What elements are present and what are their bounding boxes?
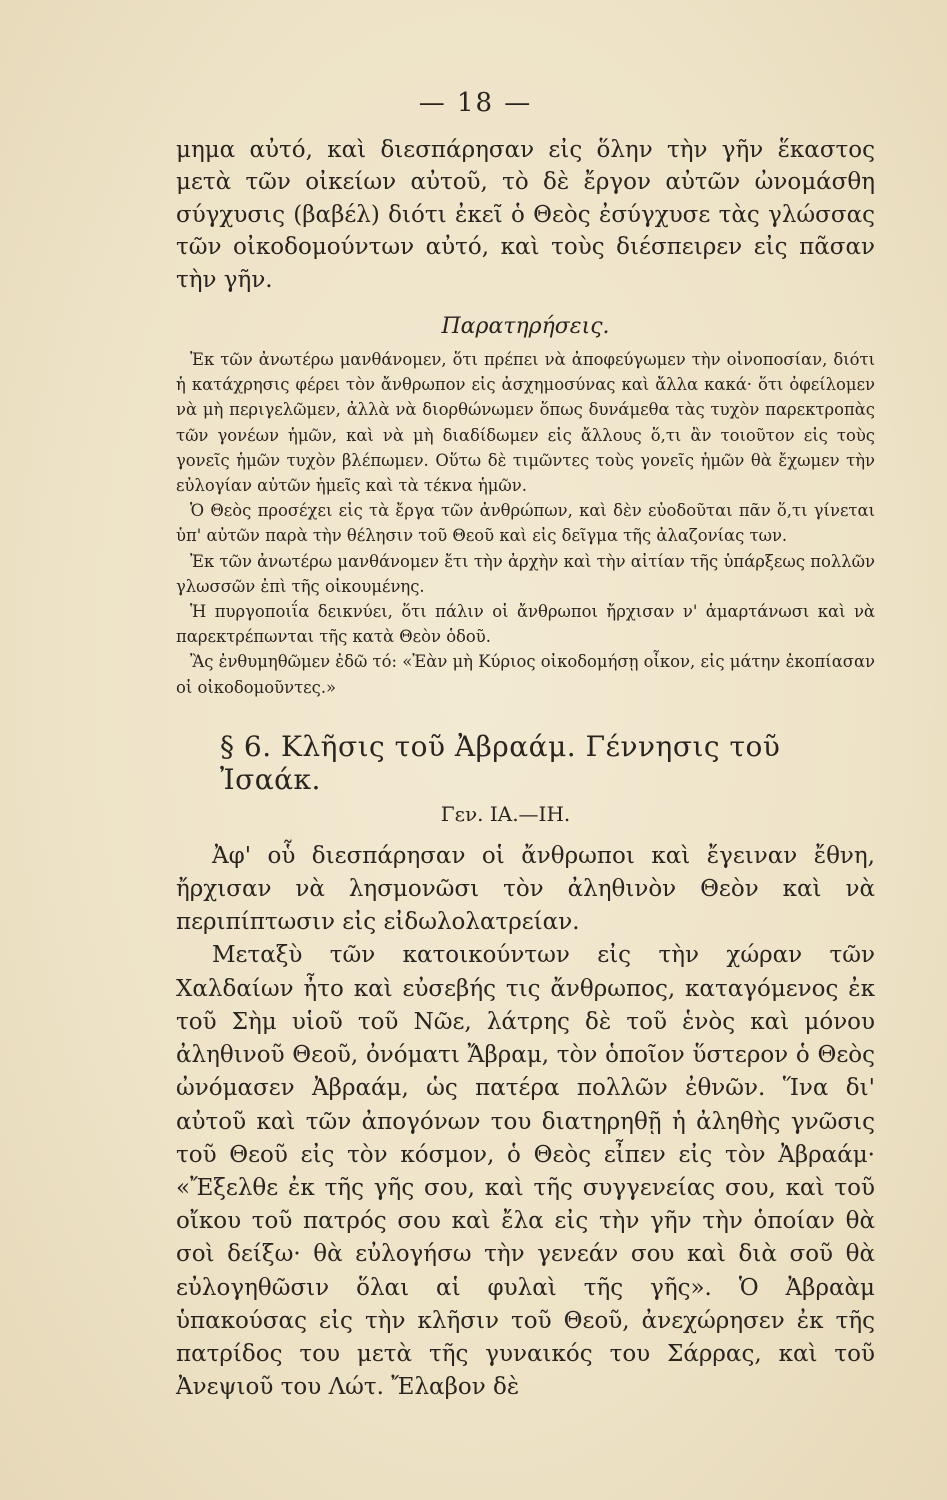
- section-text: [176, 840, 875, 1404]
- opening-paragraph: μημα αὐτό, καὶ διεσπάρησαν εἰς ὅλην τὴν γῆν ἕκαστος μετὰ τῶν οἰκείων αὐτοῦ, τὸ δὲ ἔργον αὐτῶν ὠνομάσθη σύγχυσις (βαβέλ) διότι ἐκεῖ ὁ Θεὸς ἐσύγχυσε τὰς γλώσσας τῶν οἰκοδομούντων αὐτό, καὶ τοὺς διέσπειρεν εἰς πᾶσαν τὴν γῆν.: [176, 137, 875, 293]
- remark-paragraph: Ὁ Θεὸς προσέχει εἰς τὰ ἔργα τῶν ἀνθρώπων, καὶ δὲν εὐοδοῦται πᾶν ὅ,τι γίνεται ὑπ' αὐτῶν παρὰ τὴν θέλησιν τοῦ Θεοῦ καὶ εἰς δεῖγμα τῆς ἀλαζονίας των.: [176, 501, 875, 546]
- remark-paragraph: Ἐκ τῶν ἀνωτέρω μανθάνομεν ἔτι τὴν ἀρχὴν καὶ τὴν αἰτίαν τῆς ὑπάρξεως πολλῶν γλωσσῶν ἐπὶ τῆς οἰκουμένης.: [176, 551, 875, 596]
- section-paragraph: Ἀφ' οὗ διεσπάρησαν οἱ ἄνθρωποι καὶ ἔγειναν ἔθνη, ἤρχισαν νὰ λησμονῶσι τὸν ἀληθινὸν Θεὸν καὶ νὰ περιπίπτωσιν εἰς εἰδωλολατρείαν.: [176, 842, 875, 936]
- remark-paragraph: Ἡ πυργοποιΐα δεικνύει, ὅτι πάλιν οἱ ἄνθρωποι ἤρχισαν ν' ἁμαρτάνωσι καὶ νὰ παρεκτρέπωνται τῆς κατὰ Θεὸν ὁδοῦ.: [176, 602, 875, 647]
- section-reference: Γεν. ΙΑ.—ΙΗ.: [440, 801, 571, 826]
- remark-paragraph: Ἐκ τῶν ἀνωτέρω μανθάνομεν, ὅτι πρέπει νὰ ἀποφεύγωμεν τὴν οἰνοποσίαν, διότι ἡ κατάχρησις φέρει τὸν ἄνθρωπον εἰς ἀσχημοσύνας καὶ ἄλλα κακά· ὅτι ὀφείλομεν νὰ μὴ περιγελῶμεν, ἀλλὰ νὰ διορθώνωμεν ὅπως δυνάμεθα τὰς τυχὸν παρεκτροπὰς τῶν γονέων ἡμῶν, καὶ νὰ μὴ διαδίδωμεν εἰς ἄλλους ὅ,τι ἂν τοιοῦτον εἰς τοὺς γονεῖς ἡμῶν τυχὸν βλέπωμεν. Οὕτω δὲ τιμῶντες τοὺς γονεῖς ἡμῶν θὰ ἔχωμεν τὴν εὐλογίαν αὐτῶν ἡμεῖς καὶ τὰ τέκνα ἡμῶν.: [176, 350, 875, 496]
- opening-text: [176, 134, 875, 296]
- section-heading: § 6. Κλῆσις τοῦ Ἀβραάμ. Γέννησις τοῦ Ἰσαάκ.: [220, 729, 781, 796]
- remarks-title: Παρατηρήσεις.: [441, 314, 610, 340]
- remarks-block: [176, 347, 875, 700]
- page-number: — 18 —: [418, 88, 533, 118]
- section-paragraph: Μεταξὺ τῶν κατοικούντων εἰς τὴν χώραν τῶν Χαλδαίων ἦτο καὶ εὐσεβής τις ἄνθρωπος, καταγόμενος ἐκ τοῦ Σὴμ υἱοῦ τοῦ Νῶε, λάτρης δὲ τοῦ ἑνὸς καὶ μόνου ἀληθινοῦ Θεοῦ, ὀνόματι Ἄβραμ, τὸν ὁποῖον ὕστερον ὁ Θεὸς ὠνόμασεν Ἀβραάμ, ὡς πατέρα πολλῶν ἐθνῶν. Ἵνα δι' αὐτοῦ καὶ τῶν ἀπογόνων του διατηρηθῇ ἡ ἀληθὴς γνῶσις τοῦ Θεοῦ εἰς τὸν κόσμον, ὁ Θεὸς εἶπεν εἰς τὸν Ἀβραάμ· «Ἔξελθε ἐκ τῆς γῆς σου, καὶ τῆς συγγενείας σου, καὶ τοῦ οἴκου τοῦ πατρός σου καὶ ἔλα εἰς τὴν γῆν τὴν ὁποίαν θὰ σοὶ δείξω· θὰ εὐλογήσω τὴν γενεάν σου καὶ διὰ σοῦ θὰ εὐλογηθῶσιν ὅλαι αἱ φυλαὶ τῆς γῆς». Ὁ Ἀβραὰμ ὑπακούσας εἰς τὴν κλῆσιν τοῦ Θεοῦ, ἀνεχώρησεν ἐκ τῆς πατρίδος του μετὰ τῆς γυναικός του Σάρρας, καὶ τοῦ Ἀνεψιοῦ του Λώτ. Ἔλαβον δὲ: [176, 942, 875, 1401]
- remark-paragraph: Ἂς ἐνθυμηθῶμεν ἐδῶ τό: «Ἐὰν μὴ Κύριος οἰκοδομήσῃ οἶκον, εἰς μάτην ἐκοπίασαν οἱ οἰκοδομοῦντες.»: [176, 652, 875, 697]
